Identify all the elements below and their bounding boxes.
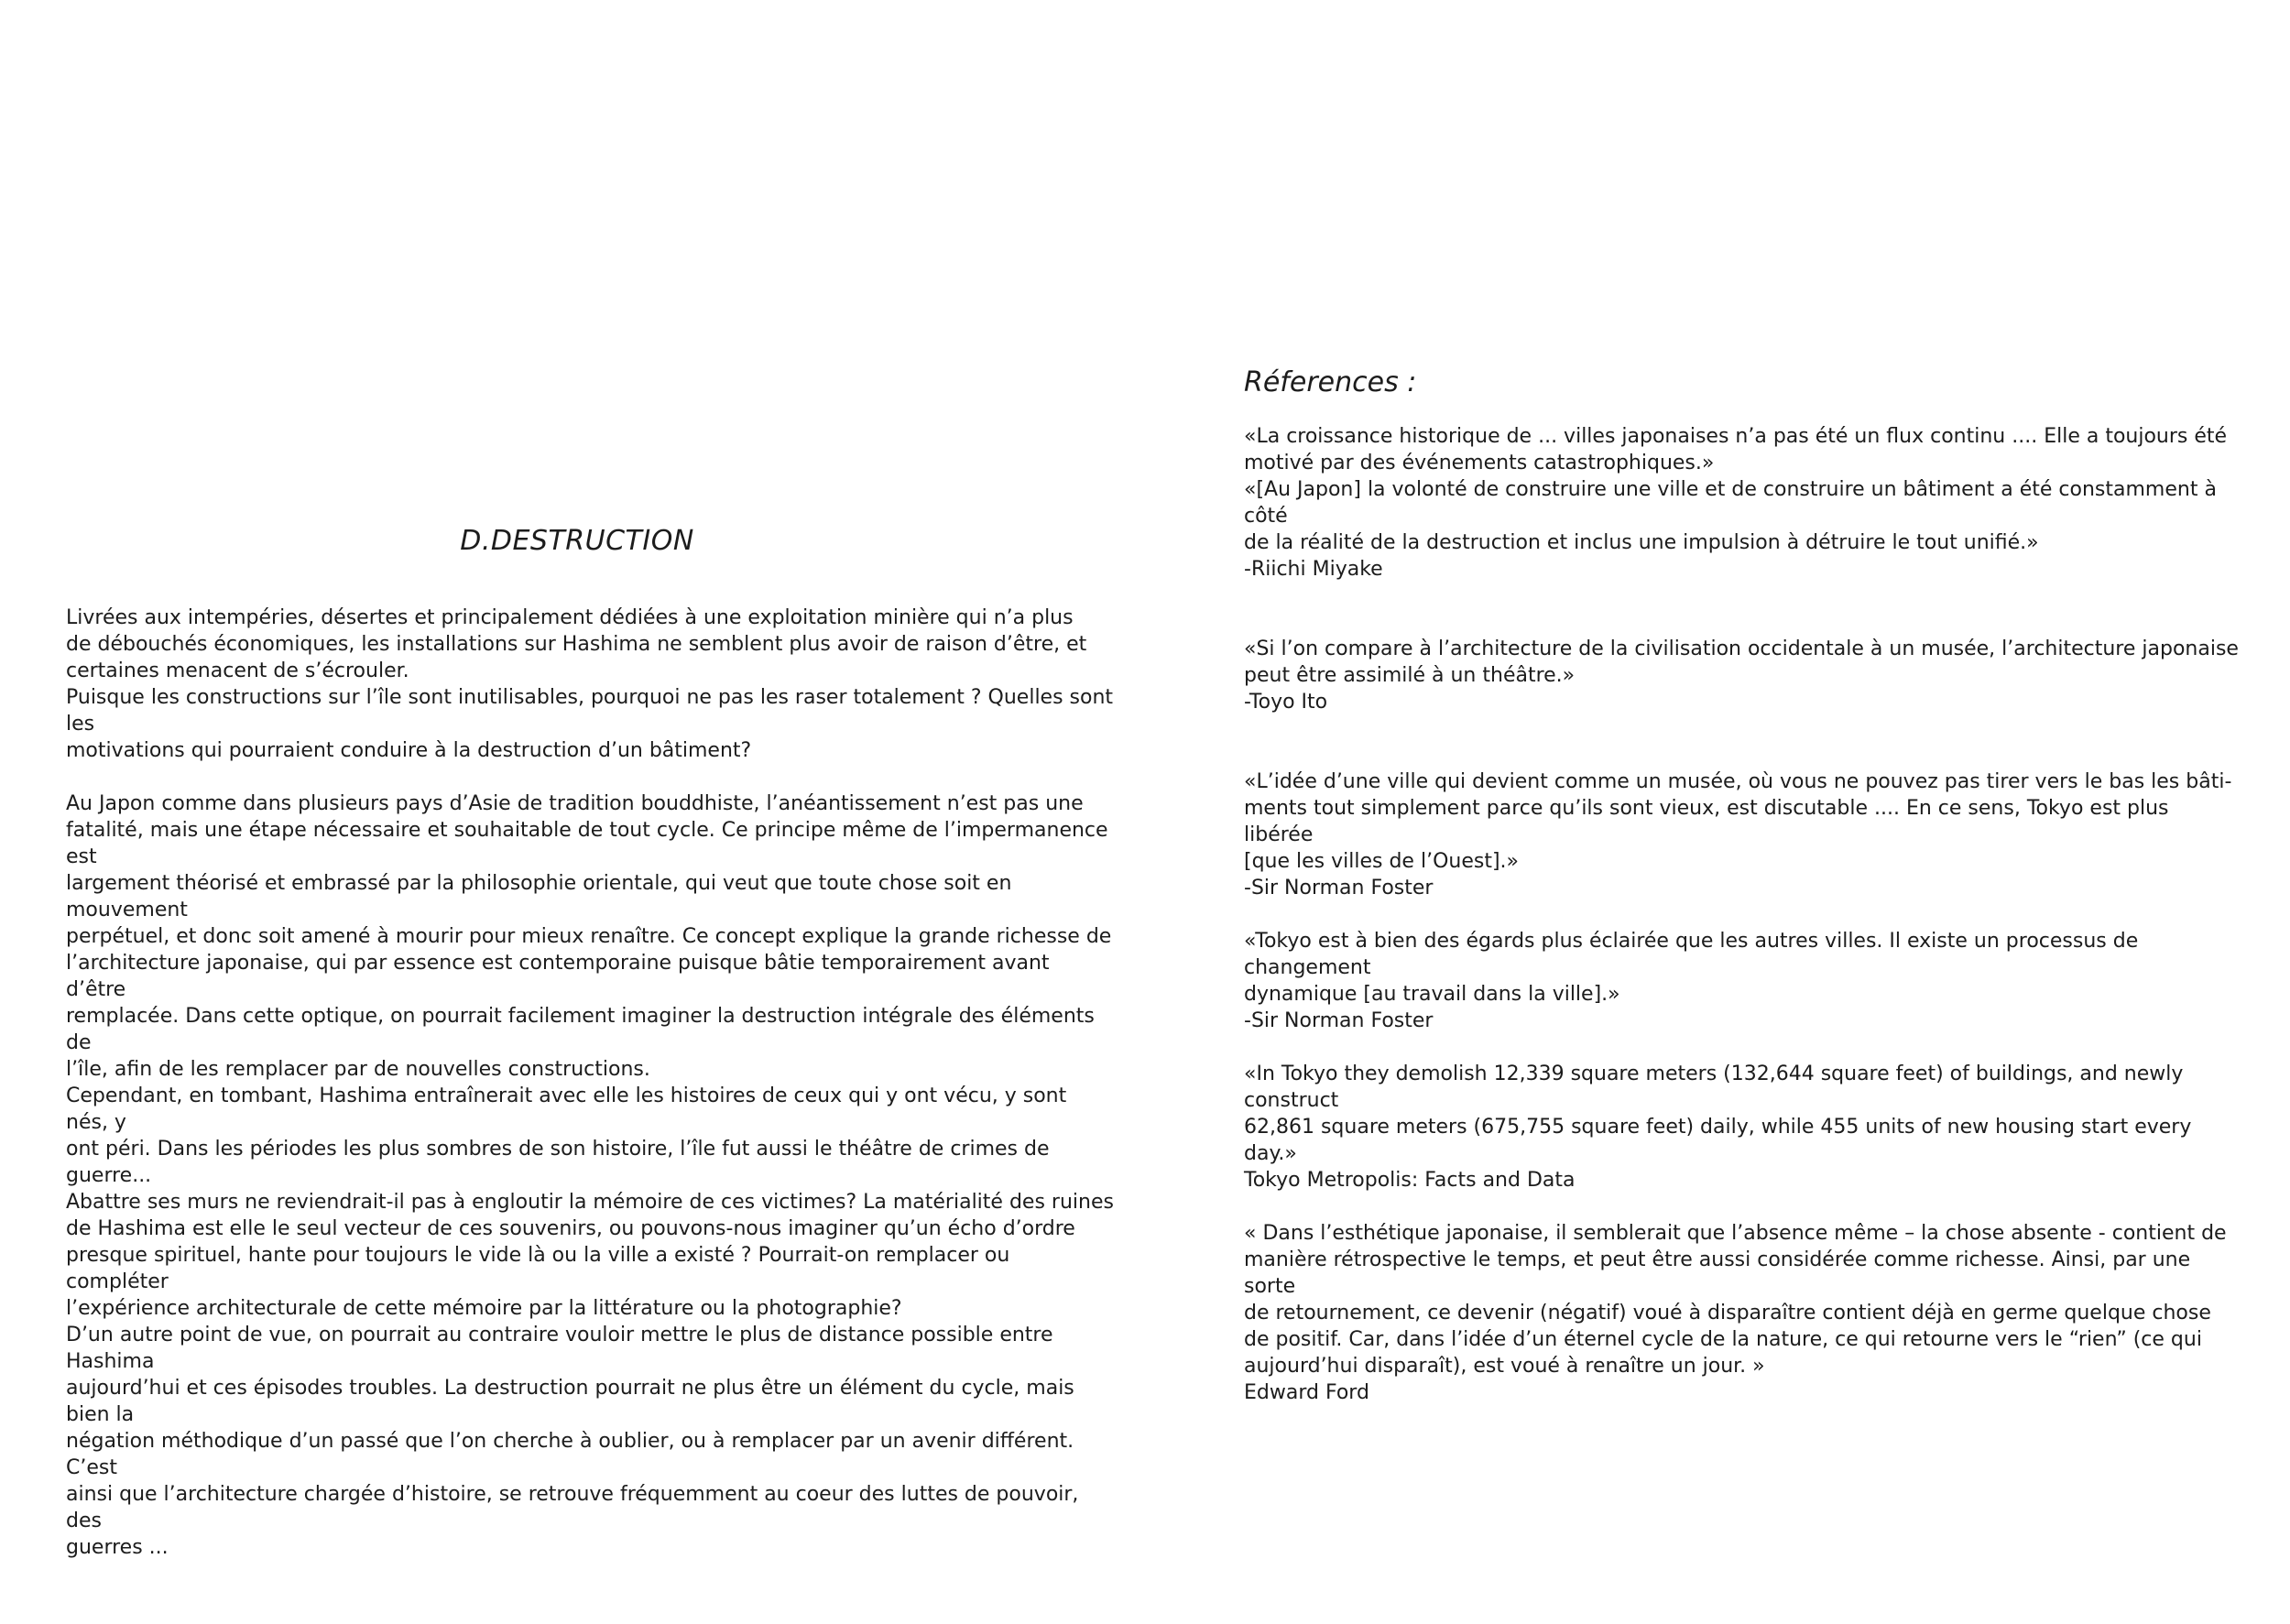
quote-line: «La croissance historique de ... villes japonaises n’a pas été un flux continu .... Elle a toujours été bbox=[1244, 425, 2228, 448]
quote-line: de la réalité de la destruction et inclus une impulsion à détruire le tout unifié.» bbox=[1244, 531, 2039, 554]
quote-tokyo-metropolis bbox=[1244, 1061, 2242, 1193]
body-line: ont péri. Dans les périodes les plus sombres de son histoire, l’île fut aussi le théâtre de crimes de guerre... bbox=[66, 1138, 1050, 1187]
body-line: certaines menacent de s’écrouler. bbox=[66, 659, 409, 682]
body-line: Abattre ses murs ne reviendrait-il pas à engloutir la mémoire de ces victimes? La matérialité des ruines bbox=[66, 1191, 1114, 1214]
references-column bbox=[1244, 366, 2242, 1406]
quote-line: [que les villes de l’Ouest].» bbox=[1244, 850, 1519, 873]
quote-author: -Toyo Ito bbox=[1244, 691, 1328, 714]
quote-author: -Riichi Miyake bbox=[1244, 558, 1383, 581]
references-heading: Réferences : bbox=[1244, 366, 1417, 398]
quote-foster-1 bbox=[1244, 768, 2242, 901]
body-line: l’architecture japonaise, qui par essence est contemporaine puisque bâtie temporairement avant d’être bbox=[66, 952, 1050, 1001]
body-line: Puisque les constructions sur l’île sont inutilisables, pourquoi ne pas les raser totalement ? Quelles sont les bbox=[66, 686, 1114, 736]
quote-line: aujourd’hui disparaît), est voué à renaître un jour. » bbox=[1244, 1355, 1765, 1378]
quote-line: manière rétrospective le temps, et peut être aussi considérée comme richesse. Ainsi, par une sorte bbox=[1244, 1248, 2191, 1298]
quote-author: -Sir Norman Foster bbox=[1244, 1009, 1434, 1032]
quote-line: peut être assimilé à un théâtre.» bbox=[1244, 664, 1576, 687]
quote-author: Edward Ford bbox=[1244, 1381, 1369, 1404]
quote-line: de positif. Car, dans l’idée d’un éternel cycle de la nature, ce qui retourne vers le “rien” (ce qui bbox=[1244, 1328, 2202, 1351]
body-line: fatalité, mais une étape nécessaire et souhaitable de tout cycle. Ce principe même de l’impermanence est bbox=[66, 819, 1108, 868]
section-title: D.DESTRUCTION bbox=[460, 525, 694, 557]
body-line: perpétuel, et donc soit amené à mourir pour mieux renaître. Ce concept explique la grande richesse de bbox=[66, 925, 1112, 948]
body-line: de Hashima est elle le seul vecteur de ces souvenirs, ou pouvons-nous imaginer qu’un écho d’ordre bbox=[66, 1217, 1075, 1240]
quote-ito bbox=[1244, 636, 2242, 715]
body-line: ainsi que l’architecture chargée d’histoire, se retrouve fréquemment au coeur des luttes de pouvoir, des bbox=[66, 1483, 1079, 1532]
quote-line: «In Tokyo they demolish 12,339 square meters (132,644 square feet) of buildings, and newly construct bbox=[1244, 1063, 2184, 1112]
quote-line: «Tokyo est à bien des égards plus éclairée que les autres villes. Il existe un processus de changement bbox=[1244, 930, 2139, 979]
body-line: de débouchés économiques, les installations sur Hashima ne semblent plus avoir de raison d’être, et bbox=[66, 633, 1087, 656]
quote-ford bbox=[1244, 1220, 2242, 1406]
quote-line: « Dans l’esthétique japonaise, il semblerait que l’absence même – la chose absente - contient de bbox=[1244, 1222, 2227, 1245]
quote-gap bbox=[1244, 1034, 2242, 1061]
body-line: Au Japon comme dans plusieurs pays d’Asie de tradition bouddhiste, l’anéantissement n’est pas une bbox=[66, 792, 1084, 815]
quote-foster-2 bbox=[1244, 928, 2242, 1034]
quote-gap bbox=[1244, 901, 2242, 928]
body-line: l’expérience architecturale de cette mémoire par la littérature ou la photographie? bbox=[66, 1297, 902, 1320]
body-text bbox=[66, 605, 1115, 1561]
body-line: remplacée. Dans cette optique, on pourrait facilement imaginer la destruction intégrale des éléments de bbox=[66, 1005, 1095, 1054]
body-line: largement théorisé et embrassé par la philosophie orientale, qui veut que toute chose soit en mouvement bbox=[66, 872, 1012, 921]
quote-miyake bbox=[1244, 423, 2242, 583]
quote-line: «L’idée d’une ville qui devient comme un musée, où vous ne pouvez pas tirer vers le bas les bâti- bbox=[1244, 770, 2232, 793]
quote-line: de retournement, ce devenir (négatif) voué à disparaître contient déjà en germe quelque chose bbox=[1244, 1302, 2211, 1324]
body-line: négation méthodique d’un passé que l’on cherche à oublier, ou à remplacer par un avenir différent. C’est bbox=[66, 1430, 1074, 1479]
quote-author: -Sir Norman Foster bbox=[1244, 877, 1434, 899]
quote-line: 62,861 square meters (675,755 square feet) daily, while 455 units of new housing start every day.» bbox=[1244, 1116, 2192, 1165]
body-line: Cependant, en tombant, Hashima entraînerait avec elle les histoires de ceux qui y ont vécu, y sont nés, y bbox=[66, 1084, 1067, 1134]
body-line: Livrées aux intempéries, désertes et principalement dédiées à une exploitation minière qui n’a plus bbox=[66, 606, 1074, 629]
quote-gap bbox=[1244, 715, 2242, 768]
quote-line: ments tout simplement parce qu’ils sont vieux, est discutable .... En ce sens, Tokyo est plus libérée bbox=[1244, 797, 2169, 846]
quote-line: «[Au Japon] la volonté de construire une ville et de construire un bâtiment a été constamment à côté bbox=[1244, 478, 2217, 528]
body-line: motivations qui pourraient conduire à la destruction d’un bâtiment? bbox=[66, 739, 752, 762]
quote-gap bbox=[1244, 583, 2242, 636]
paragraph-gap bbox=[66, 764, 1115, 790]
body-line: presque spirituel, hante pour toujours le vide là ou la ville a existé ? Pourrait-on remplacer ou compléter bbox=[66, 1244, 1010, 1293]
quote-author: Tokyo Metropolis: Facts and Data bbox=[1244, 1169, 1576, 1192]
quote-line: dynamique [au travail dans la ville].» bbox=[1244, 983, 1620, 1006]
quote-line: «Si l’on compare à l’architecture de la civilisation occidentale à un musée, l’architecture japonaise bbox=[1244, 638, 2239, 660]
body-line: aujourd’hui et ces épisodes troubles. La destruction pourrait ne plus être un élément du cycle, mais bien la bbox=[66, 1377, 1074, 1426]
quote-gap bbox=[1244, 1193, 2242, 1220]
quote-line: motivé par des événements catastrophiques.» bbox=[1244, 452, 1715, 474]
body-line: l’île, afin de les remplacer par de nouvelles constructions. bbox=[66, 1058, 650, 1081]
body-line: guerres ... bbox=[66, 1536, 169, 1559]
body-line: D’un autre point de vue, on pourrait au contraire vouloir mettre le plus de distance possible entre Hashima bbox=[66, 1324, 1053, 1373]
